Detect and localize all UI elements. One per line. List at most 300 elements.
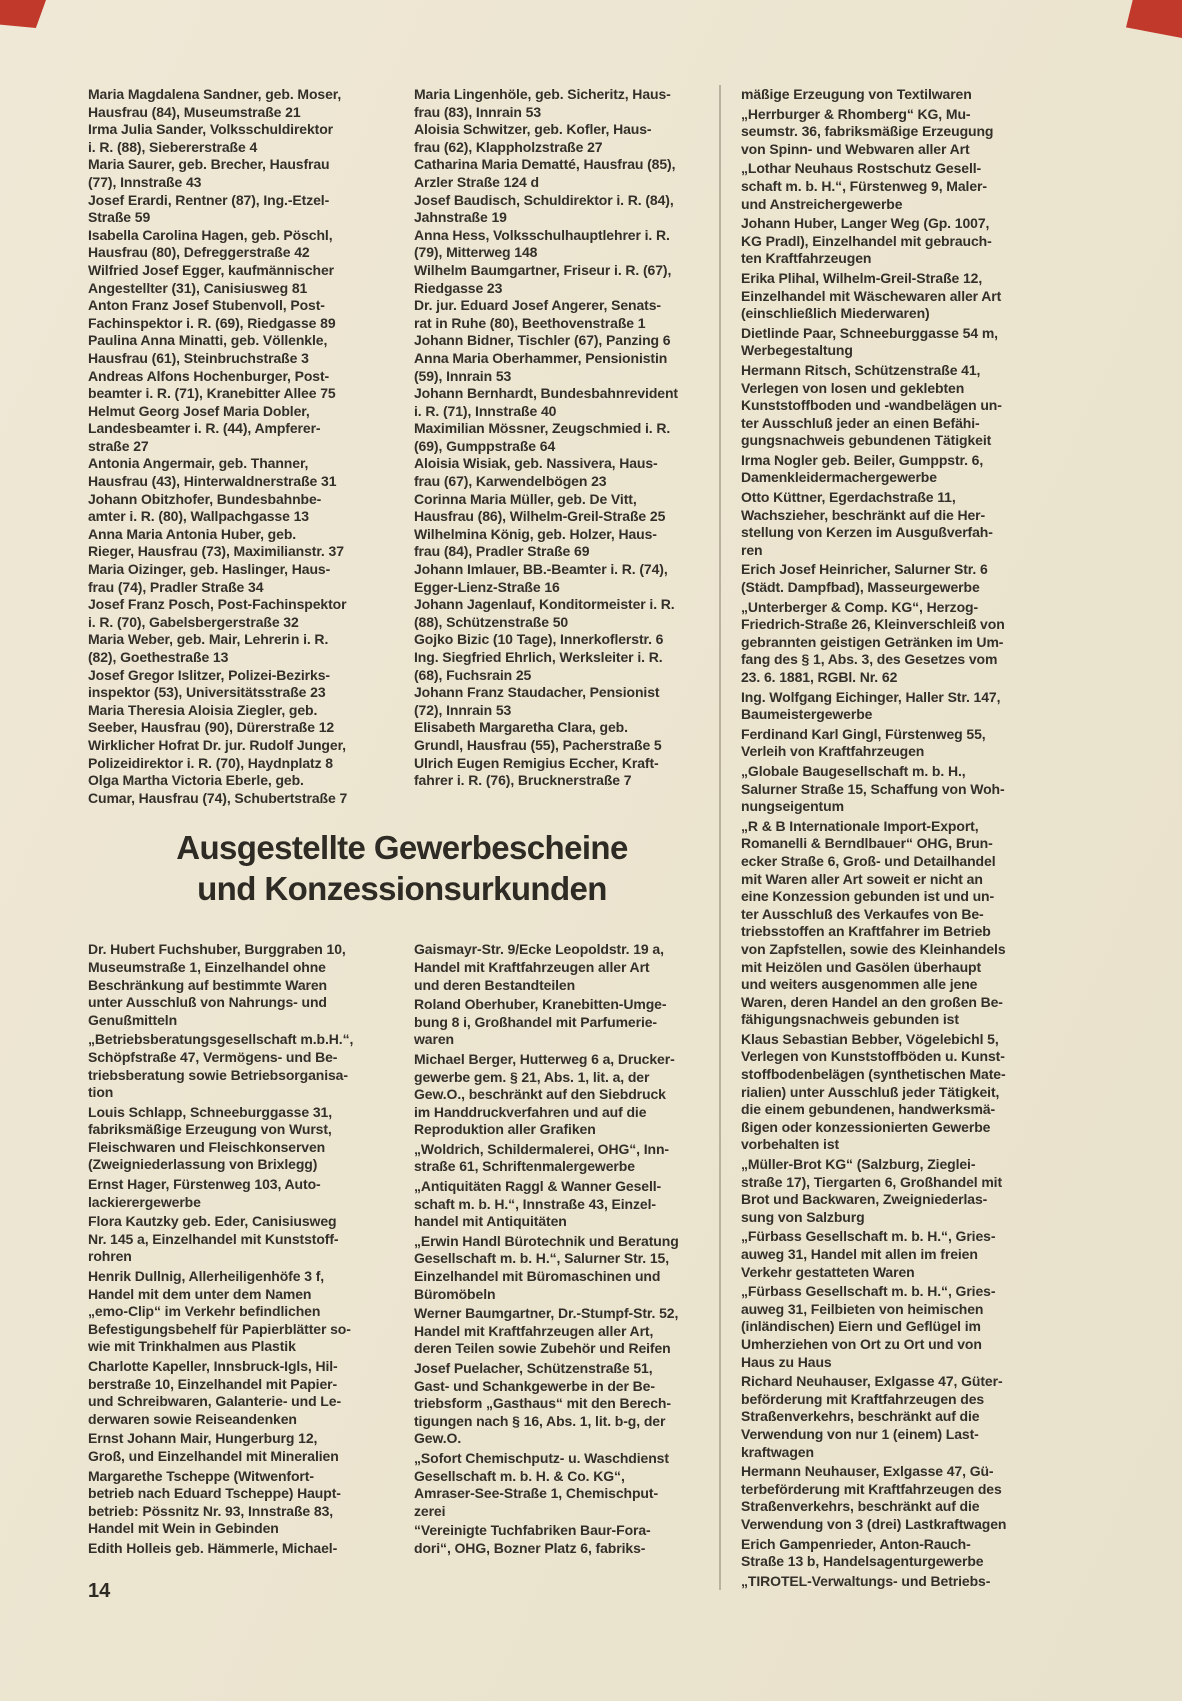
text-line: und Anstreichergewerbe [741,195,903,212]
text-line: waren [414,1031,454,1048]
text-line: (82), Goethestraße 13 [88,649,229,665]
entry [414,719,716,754]
text-line: Hermann Neuhauser, Exlgasse 47, Gü- [741,1463,994,1480]
text-line: Richard Neuhauser, Exlgasse 47, Güter- [741,1373,1003,1390]
entry [741,599,1053,687]
text-line: Antonia Angermair, geb. Thanner, [88,455,309,472]
entry [88,1540,390,1558]
text-line: beamter i. R. (71), Kranebitter Allee 75 [88,385,336,402]
entry [414,86,716,121]
text-line: Anna Hess, Volksschulhauptlehrer i. R. [414,226,670,243]
entry [414,332,716,350]
text-line: und Schreibwaren, Galanterie- und Le- [88,1393,342,1410]
text-line: ßigen oder konzessionierten Gewerbe [741,1118,991,1135]
text-line: nungseigentum [741,798,844,815]
text-line: Irma Julia Sander, Volksschuldirektor [88,121,334,138]
entry [741,325,1053,360]
text-line: Landesbeamter i. R. (44), Ampferer- [88,420,321,437]
entry [88,526,390,561]
text-line: Hermann Ritsch, Schützenstraße 41, [741,361,981,378]
text-line: ter Ausschluß des Verkaufes von Be- [741,905,984,922]
text-line: straße 17), Tiergarten 6, Großhandel mit [741,1173,1003,1190]
text-line: Ulrich Eugen Remigius Eccher, Kraft- [414,754,659,771]
red-registration-mark-top-left [0,0,46,28]
text-line: schaft m. b. H.“, Fürstenweg 9, Maler- [741,177,987,194]
text-line: gungsnachweis gebundenen Tätigkeit [741,432,992,449]
entry [88,1176,390,1211]
entry [414,1051,716,1139]
text-line: KG Pradl), Einzelhandel mit gebrauch- [741,232,992,249]
text-line: Hausfrau (80), Defreggerstraße 42 [88,244,310,261]
text-line: “Vereinigte Tuchfabriken Baur-Fora- [414,1522,651,1539]
entry [88,596,390,631]
text-line: Hausfrau (84), Museumstraße 21 [88,103,301,120]
text-line: Gew.O., beschränkt auf den Siebdruck [414,1086,666,1103]
entry [741,106,1053,159]
text-line: bung 8 i, Großhandel mit Parfumerie- [414,1013,657,1030]
bottom-middle-column [414,941,716,1559]
entry [741,1536,1053,1571]
top-list-section [88,86,716,807]
text-line: Maria Lingenhöle, geb. Sicheritz, Haus- [414,86,671,102]
text-line: Erika Plihal, Wilhelm-Greil-Straße 12, [741,269,983,286]
text-line: tion [88,1084,114,1101]
text-line: ren [741,541,763,558]
text-line: beförderung mit Kraftfahrzeugen des [741,1390,985,1407]
text-line: Straßenverkehrs, beschränkt auf die [741,1408,980,1425]
text-line: Verwendung von nur 1 (einem) Last- [741,1425,979,1442]
entry [414,755,716,790]
entry [88,297,390,332]
section-heading-line1: Ausgestellte Gewerbescheine [176,829,628,867]
text-line: ter Ausschluß jeder an einen Befähi- [741,414,980,431]
text-line: „Lothar Neuhaus Rostschutz Gesell- [741,160,982,177]
text-line: i. R. (88), Siebererstraße 4 [88,138,258,155]
entry [88,1468,390,1538]
entry [88,192,390,227]
text-line: Roland Oberhuber, Kranebitten-Umge- [414,996,667,1013]
entry [88,667,390,702]
text-line: und weiters ausgenommen alle jene [741,976,978,993]
text-line: (79), Mitterweg 148 [414,244,538,261]
entry [741,452,1053,487]
text-line: Johann Huber, Langer Weg (Gp. 1007, [741,215,990,232]
text-line: Büromöbeln [414,1285,496,1302]
text-line: Genußmitteln [88,1011,178,1028]
text-line: Ing. Siegfried Ehrlich, Werksleiter i. R. [414,649,663,665]
text-line: (einschließlich Miederwaren) [741,305,930,322]
right-column [741,86,1053,1592]
text-line: Maximilian Mössner, Zeugschmied i. R. [414,420,671,437]
entry [414,1141,716,1176]
text-line: kraftwagen [741,1443,814,1460]
text-line: frau (83), Innrain 53 [414,103,542,120]
entry [88,491,390,526]
text-line: Arzler Straße 124 d [414,173,539,190]
text-line: Josef Erardi, Rentner (87), Ing.-Etzel- [88,191,330,208]
text-line: Jahnstraße 19 [414,209,507,226]
text-line: Brot und Backwaren, Zweigniederlas- [741,1191,988,1208]
text-line: lackierergewerbe [88,1193,201,1210]
text-line: Anna Maria Antonia Huber, geb. [88,525,297,542]
text-line: (77), Innstraße 43 [88,173,202,190]
text-line: Verlegen von losen und geklebten [741,379,965,396]
text-line: von Zapfstellen, sowie des Kleinhandels [741,940,1006,957]
text-line: Maria Saurer, geb. Brecher, Hausfrau [88,156,330,173]
text-line: Fleischwaren und Fleischkonserven [88,1138,326,1155]
text-line: Romanelli & Berndlbauer“ OHG, Brun- [741,835,993,852]
text-line: betrieb nach Eduard Tscheppe) Haupt- [88,1485,341,1502]
text-line: Flora Kautzky geb. Eder, Canisiusweg [88,1213,337,1230]
text-line: auweg 31, Feilbieten von heimischen [741,1300,984,1317]
text-line: Maria Oizinger, geb. Haslinger, Haus- [88,561,331,578]
entry [741,818,1053,1029]
text-line: Dr. jur. Eduard Josef Angerer, Senats- [414,297,661,314]
text-line: auweg 31, Handel mit allen im freien [741,1246,978,1262]
text-line: Klaus Sebastian Bebber, Vögelebichl 5, [741,1030,999,1047]
text-line: Handel mit Wein in Gebinden [88,1520,279,1537]
text-line: inspektor (53), Universitätsstraße 23 [88,684,326,701]
text-line: Ing. Wolfgang Eichinger, Haller Str. 147, [741,688,1001,705]
entry [414,192,716,227]
text-line: Aloisia Schwitzer, geb. Kofler, Haus- [414,121,652,138]
entry [88,455,390,490]
entry [414,420,716,455]
text-line: Erich Josef Heinricher, Salurner Str. 6 [741,561,988,578]
entry [414,227,716,262]
entry [741,561,1053,596]
text-line: Paulina Anna Minatti, geb. Völlenkle, [88,332,328,349]
text-line: fabriksmäßige Erzeugung von Wurst, [88,1121,332,1138]
text-line: triebsstoffen an Kraftfahrer im Betrieb [741,923,991,940]
entry [88,1031,390,1101]
text-line: Seeber, Hausfrau (90), Dürerstraße 12 [88,719,335,736]
text-line: triebsberatung sowie Betriebsorganisa- [88,1066,348,1083]
red-registration-mark-top-right [1126,0,1182,38]
text-line: rialien) unter Ausschluß jeder Tätigkeit, [741,1083,1000,1100]
entry [414,649,716,684]
text-line: Baumeistergewerbe [741,706,873,723]
entry [88,1430,390,1465]
text-line: Gast- und Schankgewerbe in der Be- [414,1377,655,1394]
text-line: berstraße 10, Einzelhandel mit Papier- [88,1375,338,1392]
text-line: Wilfried Josef Egger, kaufmännischer [88,261,335,278]
text-line: (88), Schützenstraße 50 [414,613,569,630]
section-heading [88,827,716,909]
text-line: Olga Martha Victoria Eberle, geb. [88,772,304,789]
text-line: Josef Baudisch, Schuldirektor i. R. (84), [414,191,674,208]
entry [741,362,1053,450]
text-line: „Erwin Handl Bürotechnik und Beratung [414,1232,679,1249]
text-line: Johann Bernhardt, Bundesbahnrevident [414,385,678,402]
text-line: Waren, deren Handel an den großen Be- [741,993,1003,1010]
text-line: fang des § 1, Abs. 3, des Gesetzes vom [741,651,998,668]
entry [88,941,390,1029]
text-line: Otto Küttner, Egerdachstraße 11, [741,489,956,506]
left-and-middle-columns [88,86,716,1560]
text-line: handel mit Antiquitäten [414,1213,567,1230]
text-line: Maria Magdalena Sandner, geb. Moser, [88,86,342,102]
text-line: amter i. R. (80), Wallpachgasse 13 [88,508,309,525]
text-line: Johann Jagenlauf, Konditormeister i. R. [414,596,675,613]
text-line: Polizeidirektor i. R. (70), Haydnplatz 8 [88,754,333,771]
entry [414,1360,716,1448]
entry [741,86,1053,104]
text-line: Erich Gampenrieder, Anton-Rauch- [741,1535,971,1552]
entry [88,121,390,156]
entry [88,772,390,807]
text-line: Nr. 145 a, Einzelhandel mit Kunststoff- [88,1230,339,1247]
text-line: „Fürbass Gesellschaft m. b. H.“, Gries- [741,1283,996,1300]
text-line: ten Kraftfahrzeugen [741,250,872,267]
text-line: mit Heizölen und Gasölen überhaupt [741,958,982,975]
text-line: Ernst Hager, Fürstenweg 103, Auto- [88,1176,321,1193]
text-line: Josef Franz Posch, Post-Fachinspektor [88,596,347,613]
text-line: Louis Schlapp, Schneeburggasse 31, [88,1103,333,1120]
top-middle-column [414,86,716,807]
entry [414,561,716,596]
entry [741,689,1053,724]
text-line: Werner Baumgartner, Dr.-Stumpf-Str. 52, [414,1305,679,1322]
text-line: fähigungsnachweis gebunden ist [741,1011,959,1028]
text-line: Wirklicher Hofrat Dr. jur. Rudolf Junger, [88,736,346,753]
entry [414,1450,716,1520]
text-line: terbeförderung mit Kraftfahrzeugen des [741,1480,1002,1497]
text-line: Henrik Dullnig, Allerheiligenhöfe 3 f, [88,1268,325,1285]
entry [88,702,390,737]
text-line: straße 27 [88,437,149,454]
text-line: zerei [414,1502,446,1519]
entry [88,1268,390,1356]
text-line: frau (84), Pradler Straße 69 [414,543,590,560]
text-line: Werbegestaltung [741,342,853,359]
text-line: Gesellschaft m. b. H. & Co. KG“, [414,1467,625,1484]
text-line: Fachinspektor i. R. (69), Riedgasse 89 [88,314,336,331]
text-line: Haus zu Haus [741,1353,832,1370]
entry [88,403,390,456]
text-line: Anton Franz Josef Stubenvoll, Post- [88,297,325,314]
entry [88,631,390,666]
text-line: gebrannten geistigen Getränken im Um- [741,633,1004,650]
text-line: „Sofort Chemischputz- u. Waschdienst [414,1449,669,1466]
text-line: und deren Bestandteilen [414,976,576,993]
entry [741,1228,1053,1281]
text-line: Verkehr gestatteten Waren [741,1263,915,1280]
text-line: „Antiquitäten Raggl & Wanner Gesell- [414,1178,662,1195]
entry [88,1358,390,1428]
text-line: Gaismayr-Str. 9/Ecke Leopoldstr. 19 a, [414,941,664,958]
text-line: deren Teilen sowie Zubehör und Reifen [414,1340,671,1357]
entry [414,491,716,526]
entry [88,1104,390,1174]
entry [414,297,716,332]
entry [741,1031,1053,1154]
text-line: (inländischen) Eiern und Geflügel im [741,1318,981,1335]
text-line: Straße 59 [88,209,151,226]
text-line: Friedrich-Straße 26, Kleinverschleiß von [741,616,1005,633]
text-line: Riedgasse 23 [414,279,503,296]
entry [414,262,716,297]
entry [88,262,390,297]
text-line: (72), Innrain 53 [414,701,512,718]
entry [414,1305,716,1358]
text-line: „Globale Baugesellschaft m. b. H., [741,762,966,779]
entry [741,270,1053,323]
text-line: im Handdruckverfahren und auf die [414,1103,647,1120]
entry [414,1233,716,1303]
text-line: 23. 6. 1881, RGBl. Nr. 62 [741,669,898,685]
text-line: rat in Ruhe (80), Beethovenstraße 1 [414,314,646,331]
text-line: Wilhelmina König, geb. Holzer, Haus- [414,525,657,542]
text-line: „Fürbass Gesellschaft m. b. H.“, Gries- [741,1228,996,1245]
text-line: Rieger, Hausfrau (73), Maximilianstr. 37 [88,543,344,560]
text-line: Amraser-See-Straße 1, Chemischput- [414,1485,659,1502]
text-line: wie mit Trinkhalmen aus Plastik [88,1338,296,1355]
text-line: Handel mit Kraftfahrzeugen aller Art [414,958,650,975]
text-line: unter Ausschluß von Nahrungs- und [88,994,327,1011]
entry [414,684,716,719]
text-line: Umherziehen von Ort zu Ort und von [741,1335,982,1352]
text-line: straße 61, Schriftenmalergewerbe [414,1158,635,1175]
text-line: i. R. (71), Innstraße 40 [414,402,557,419]
text-line: Beschränkung auf bestimmte Waren [88,976,328,993]
entry [414,996,716,1049]
text-line: Michael Berger, Hutterweg 6 a, Drucker- [414,1050,675,1067]
text-line: Josef Gregor Islitzer, Polizei-Bezirks- [88,666,330,683]
text-line: Corinna Maria Müller, geb. De Vitt, [414,490,637,507]
text-line: Groß, und Einzelhandel mit Mineralien [88,1447,339,1464]
text-line: Edith Holleis geb. Hämmerle, Michael- [88,1539,338,1556]
text-line: Johann Obitzhofer, Bundesbahnbe- [88,490,322,507]
text-line: Gojko Bizic (10 Tage), Innerkoflerstr. 6 [414,631,664,648]
bottom-list-section [88,941,716,1559]
entry [741,726,1053,761]
entry [741,1156,1053,1226]
text-line: Helmut Georg Josef Maria Dobler, [88,402,310,419]
text-line: Verlegen von Kunststoffböden u. Kunst- [741,1048,1005,1065]
text-line: (59), Innrain 53 [414,367,512,384]
text-line: Kunststoffboden und -wandbelägen un- [741,397,1002,414]
entry [414,156,716,191]
entry [414,1522,716,1557]
text-line: Elisabeth Margaretha Clara, geb. [414,719,628,736]
text-line: „emo-Clip“ im Verkehr befindlichen [88,1303,321,1320]
text-line: „Woldrich, Schildermalerei, OHG“, Inn- [414,1140,669,1157]
text-line: eine Konzession gebunden ist und un- [741,888,995,905]
entry [741,1373,1053,1461]
text-line: tigungen nach § 16, Abs. 1, lit. b-g, der [414,1412,666,1429]
text-line: Gew.O. [414,1430,462,1447]
text-line: derwaren sowie Reiseandenken [88,1410,297,1427]
text-line: Hausfrau (86), Wilhelm-Greil-Straße 25 [414,508,666,525]
text-line: seumstr. 36, fabriksmäßige Erzeugung [741,123,994,140]
column-divider-rule [719,85,721,1590]
text-line: Margarethe Tscheppe (Witwenfort- [88,1467,314,1484]
top-left-column [88,86,390,807]
text-line: dori“, OHG, Bozner Platz 6, fabriks- [414,1539,646,1556]
text-line: (69), Gumppstraße 64 [414,437,556,454]
entry [88,156,390,191]
text-line: ecker Straße 6, Groß- und Detailhandel [741,852,996,869]
text-line: Einzelhandel mit Büromaschinen und [414,1268,661,1285]
entry [88,332,390,367]
text-line: Dr. Hubert Fuchshuber, Burggraben 10, [88,941,346,958]
text-line: Handel mit dem unter dem Namen [88,1285,312,1302]
text-line: Damenkleidermachergewerbe [741,469,937,486]
text-line: Dietlinde Paar, Schneeburggasse 54 m, [741,324,998,341]
text-line: Straßenverkehrs, beschränkt auf die [741,1498,980,1515]
text-line: „Betriebsberatungsgesellschaft m.b.H.“, [88,1031,354,1048]
text-line: „Herrburger & Rhomberg“ KG, Mu- [741,105,971,122]
entry [414,631,716,649]
text-line: fahrer i. R. (76), Brucknerstraße 7 [414,772,632,789]
text-line: (Zweigniederlassung von Brixlegg) [88,1156,318,1173]
entry [88,227,390,262]
entry [741,160,1053,213]
text-line: Egger-Lienz-Straße 16 [414,578,560,595]
entry [414,385,716,420]
text-line: Charlotte Kapeller, Innsbruck-Igls, Hil- [88,1358,338,1374]
text-line: Anna Maria Oberhammer, Pensionistin [414,349,668,366]
text-line: Angestellter (31), Canisiusweg 81 [88,279,308,296]
section-heading-line2: und Konzessionsurkunden [197,870,607,908]
text-line: Isabella Carolina Hagen, geb. Pöschl, [88,226,333,243]
text-line: Johann Franz Staudacher, Pensionist [414,684,660,701]
text-line: Verleih von Kraftfahrzeugen [741,743,925,760]
text-line: die einem gebundenen, handwerksmä- [741,1101,996,1118]
text-line: Aloisia Wisiak, geb. Nassivera, Haus- [414,455,658,472]
text-line: frau (67), Karwendelbögen 23 [414,473,607,490]
text-line: Andreas Alfons Hochenburger, Post- [88,367,330,384]
text-line: (Städt. Dampfbad), Masseurgewerbe [741,579,980,596]
text-line: Museumstraße 1, Einzelhandel ohne [88,958,326,975]
text-line: Johann Bidner, Tischler (67), Panzing 6 [414,332,671,349]
text-line: Hausfrau (43), Hinterwaldnerstraße 31 [88,473,337,490]
text-line: Verwendung von 3 (drei) Lastkraftwagen [741,1515,1007,1532]
text-line: Maria Theresia Aloisia Ziegler, geb. [88,701,318,718]
entry [88,86,390,121]
text-line: frau (74), Pradler Straße 34 [88,578,264,595]
text-line: Irma Nogler geb. Beiler, Gumppstr. 6, [741,451,984,468]
text-line: schaft m. b. H.“, Innstraße 43, Einzel- [414,1195,656,1212]
bottom-left-column [88,941,390,1559]
text-line: i. R. (70), Gabelsbergerstraße 32 [88,613,299,630]
text-line: Josef Puelacher, Schützenstraße 51, [414,1360,653,1376]
entry [88,1213,390,1266]
entry [88,737,390,772]
text-line: mit Waren aller Art soweit er nicht an [741,870,983,887]
text-line: „Unterberger & Comp. KG“, Herzog- [741,598,979,615]
text-line: Grundl, Hausfrau (55), Pacherstraße 5 [414,736,662,753]
text-line: Einzelhandel mit Wäschewaren aller Art [741,287,1002,304]
entry [414,350,716,385]
text-line: Schöpfstraße 47, Vermögens- und Be- [88,1048,338,1065]
text-line: Maria Weber, geb. Mair, Lehrerin i. R. [88,631,329,648]
entry [414,455,716,490]
entry [88,561,390,596]
entry [741,1463,1053,1533]
text-line: gewerbe gem. § 21, Abs. 1, lit. a, der [414,1068,650,1085]
text-line: sung von Salzburg [741,1208,865,1225]
text-line: Hausfrau (61), Steinbruchstraße 3 [88,349,309,366]
entry [414,596,716,631]
text-line: Ernst Johann Mair, Hungerburg 12, [88,1430,318,1447]
text-line: Catharina Maria Dematté, Hausfrau (85), [414,156,676,173]
text-line: „TIROTEL-Verwaltungs- und Betriebs- [741,1572,991,1589]
entry [741,763,1053,816]
text-line: Cumar, Hausfrau (74), Schubertstraße 7 [88,789,348,806]
entry [88,368,390,403]
